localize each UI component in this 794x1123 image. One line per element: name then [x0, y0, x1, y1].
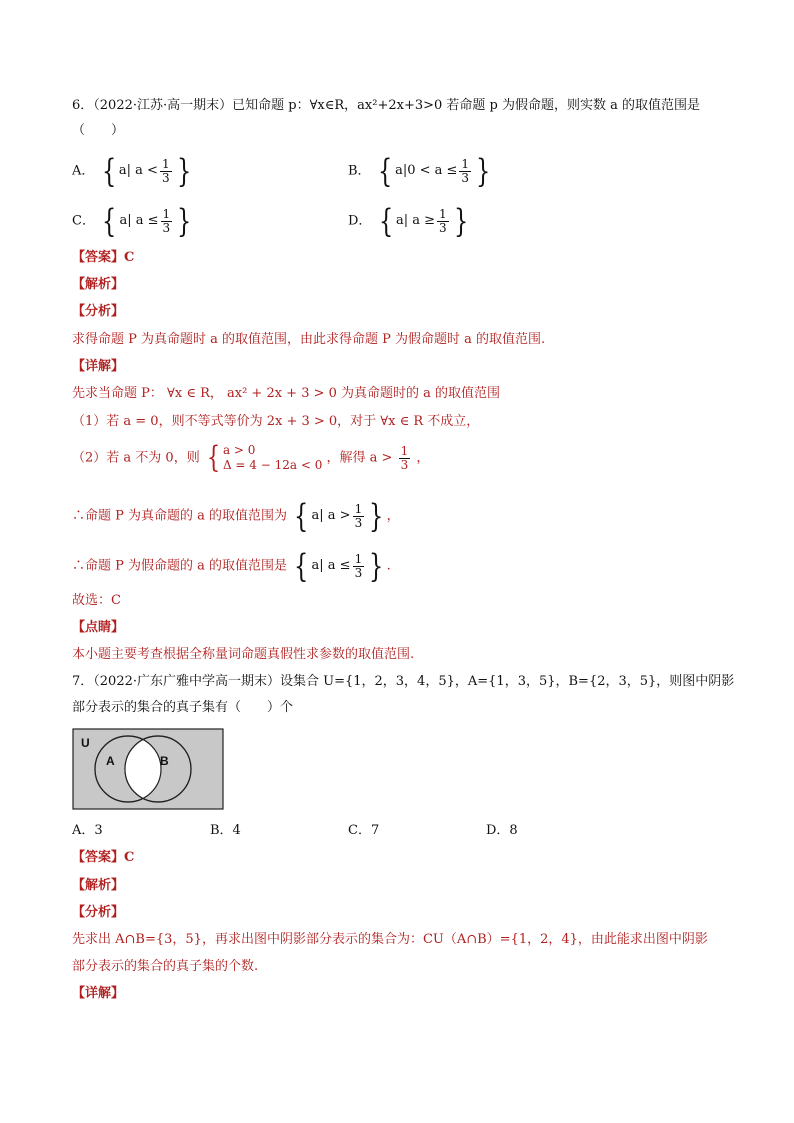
set-expr: a| a <	[118, 163, 158, 178]
option-label: A．	[72, 163, 95, 179]
q7-option-d: D．8	[486, 823, 518, 838]
q6-paren: （ ）	[72, 123, 125, 138]
concl2-end: .	[386, 558, 391, 574]
step2-mid: ，解得 a >	[326, 450, 393, 466]
q6-fenxi-text: 求得命题 P 为真命题时 a 的取值范围，由此求得命题 P 为假命题时 a 的取值范围.	[72, 332, 546, 347]
q6-step2: （2）若 a 不为 0，则 { a > 0 Δ = 4 − 12a < 0 ，解得 a > $\frac{1}{3}$ ，	[72, 440, 430, 475]
q6-option-a: A． { a| a < $\frac{1}{3}$ }	[72, 152, 191, 190]
option-label: B．	[348, 163, 371, 179]
q6-choice: 故选：C	[72, 593, 121, 608]
concl2-pre: ∴命题 P 为假命题的 a 的取值范围是	[72, 558, 288, 574]
concl1-end: ，	[386, 508, 400, 524]
frac-num: 1	[354, 501, 363, 516]
q7-answer: 【答案】C	[72, 850, 135, 865]
frac-den: 3	[354, 565, 363, 580]
system-row-1: a > 0	[222, 443, 256, 457]
q6-option-c: C． { a| a ≤ $\frac{1}{3}$ }	[72, 202, 192, 240]
q7-fenxi-heading: 【分析】	[72, 905, 125, 920]
step2-end: ，	[416, 450, 430, 466]
q6-jiexi-heading: 【解析】	[72, 277, 125, 292]
frac-num: 1	[161, 156, 170, 171]
q6-option-b: B． { a|0 < a ≤ $\frac{1}{3}$ }	[348, 152, 491, 190]
frac-den: 3	[461, 170, 470, 185]
option-label: C．	[72, 213, 95, 229]
venn-u-label: U	[81, 736, 90, 750]
frac-den: 3	[161, 170, 170, 185]
q6-dianjing-heading: 【点睛】	[72, 620, 125, 635]
concl1-pre: ∴命题 P 为真命题的 a 的取值范围为	[72, 508, 288, 524]
q7-stem-2: 部分表示的集合的真子集有（ ）个	[72, 700, 294, 715]
set-expr: a| a ≤	[311, 558, 351, 573]
set-expr: a| a >	[311, 508, 351, 523]
frac-num: 1	[400, 443, 409, 458]
q7-option-a: A．3	[72, 823, 103, 838]
q6-step1: （1）若 a = 0，则不等式等价为 2x + 3 > 0，对于 ∀x ∈ R 不成立，	[72, 414, 480, 429]
q7-fenxi-text-2: 部分表示的集合的真子集的个数.	[72, 959, 259, 974]
q7-stem: 7．（2022·广东广雅中学高一期末）设集合 U={1，2，3，4，5}，A={1，3，5}，B={2，3，5}，则图中阴影	[72, 674, 735, 689]
frac-den: 3	[162, 220, 171, 235]
q6-dianjing-text: 本小题主要考查根据全称量词命题真假性求参数的取值范围.	[72, 647, 415, 662]
q6-answer: 【答案】C	[72, 250, 135, 265]
q6-stem: 6．（2022·江苏·高一期末）已知命题 p：∀x∈R，ax²+2x+3>0 若命题 p 为假命题，则实数 a 的取值范围是	[72, 98, 701, 113]
q6-fenxi-heading: 【分析】	[72, 304, 125, 319]
step2-pre: （2）若 a 不为 0，则	[72, 450, 200, 466]
frac-num: 1	[162, 206, 171, 221]
frac-den: 3	[400, 457, 409, 472]
q7-jiexi-heading: 【解析】	[72, 878, 125, 893]
set-expr: a|0 < a ≤	[395, 163, 458, 178]
venn-b-label: B	[160, 754, 169, 768]
q6-conclusion-2: ∴命题 P 为假命题的 a 的取值范围是 { a| a ≤ $\frac{1}{3}$ } .	[72, 547, 391, 585]
option-label: D．	[348, 213, 372, 229]
frac-num: 1	[438, 206, 447, 221]
frac-num: 1	[461, 156, 470, 171]
q7-xiangjie-heading: 【详解】	[72, 986, 125, 1001]
system-row-2: Δ = 4 − 12a < 0	[222, 458, 323, 472]
q7-fenxi-text-1: 先求出 A∩B={3，5}，再求出图中阴影部分表示的集合为：CU（A∩B）={1，2，4}，由此能求出图中阴影	[72, 932, 708, 947]
q7-option-c: C．7	[348, 823, 380, 838]
q6-xiangjie-heading: 【详解】	[72, 359, 125, 374]
q6-conclusion-1: ∴命题 P 为真命题的 a 的取值范围为 { a| a > $\frac{1}{3}$ } ，	[72, 497, 400, 535]
q6-option-d: D． { a| a ≥ $\frac{1}{3}$ }	[348, 202, 468, 240]
frac-num: 1	[354, 551, 363, 566]
set-expr: a| a ≤	[119, 213, 159, 228]
frac-den: 3	[438, 220, 447, 235]
set-expr: a| a ≥	[395, 213, 435, 228]
q6-step0: 先求当命题 P： ∀x ∈ R， ax² + 2x + 3 > 0 为真命题时的 a 的取值范围	[72, 386, 501, 401]
q7-option-b: B．4	[210, 823, 241, 838]
venn-diagram	[72, 728, 224, 810]
frac-den: 3	[354, 515, 363, 530]
venn-a-label: A	[106, 754, 115, 768]
